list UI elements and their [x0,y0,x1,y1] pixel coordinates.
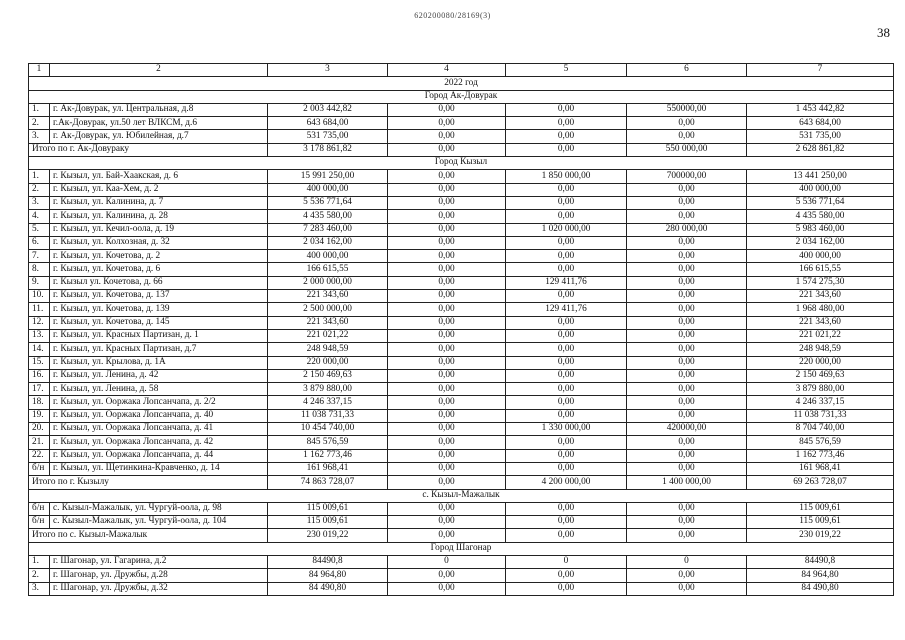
total-value: 69 263 728,07 [747,476,894,489]
table-row [29,502,894,515]
row-number: 5. [29,223,50,236]
amount-cell: 0,00 [388,582,506,595]
amount-cell: 0,00 [388,449,506,462]
amount-cell: 0,00 [506,409,627,422]
amount-cell: 0,00 [388,183,506,196]
amount-cell: 2 150 469,63 [747,369,894,382]
amount-cell: 115 009,61 [747,502,894,515]
table-row [29,423,894,436]
table-row [29,117,894,130]
section-heading-row [29,77,894,90]
row-number: 13. [29,329,50,342]
row-number: 2. [29,117,50,130]
column-header: 7 [747,64,894,77]
table-row [29,356,894,369]
total-value: 230 019,22 [747,529,894,542]
table-row [29,555,894,568]
amount-cell: 0,00 [388,462,506,475]
address-cell: г. Кызыл, ул. Каа-Хем, д. 2 [50,183,268,196]
amount-cell: 0,00 [627,516,747,529]
amount-cell: 0,00 [388,276,506,289]
amount-cell: 0,00 [506,183,627,196]
total-value: 0,00 [388,529,506,542]
amount-cell: 0,00 [506,356,627,369]
row-number: 3. [29,582,50,595]
amount-cell: 0 [627,555,747,568]
amount-cell: 248 948,59 [747,343,894,356]
amount-cell: 0,00 [388,316,506,329]
table-row [29,383,894,396]
table-row [29,316,894,329]
row-number: 19. [29,409,50,422]
row-number: б/н [29,516,50,529]
amount-cell: 0,00 [627,462,747,475]
amount-cell: 0,00 [627,263,747,276]
amount-cell: 0,00 [388,236,506,249]
table-row [29,183,894,196]
amount-cell: 0,00 [506,369,627,382]
amount-cell: 550000,00 [627,103,747,116]
amount-cell: 221 343,60 [268,316,388,329]
amount-cell: 0,00 [627,329,747,342]
amount-cell: 0,00 [627,183,747,196]
section-heading: Город Ак-Довурак [29,90,894,103]
amount-cell: 4 435 580,00 [268,210,388,223]
amount-cell: 221 021,22 [268,329,388,342]
total-label: Итого по с. Кызыл-Мажалык [29,529,268,542]
amount-cell: 0,00 [506,250,627,263]
amount-cell: 531 735,00 [268,130,388,143]
amount-cell: 4 246 337,15 [268,396,388,409]
amount-cell: 2 034 162,00 [747,236,894,249]
amount-cell: 115 009,61 [747,516,894,529]
table-row [29,263,894,276]
row-number: 14. [29,343,50,356]
row-number: 7. [29,250,50,263]
amount-cell: 0,00 [627,303,747,316]
amount-cell: 8 704 740,00 [747,423,894,436]
amount-cell: 0,00 [506,396,627,409]
amount-cell: 2 150 469,63 [268,369,388,382]
amount-cell: 0,00 [388,303,506,316]
amount-cell: 0,00 [627,196,747,209]
address-cell: г. Кызыл, ул. Ооржака Лопсанчапа, д. 41 [50,423,268,436]
amount-cell: 5 536 771,64 [268,196,388,209]
amount-cell: 0,00 [627,210,747,223]
total-value: 74 863 728,07 [268,476,388,489]
total-value: 0,00 [627,529,747,542]
row-number: 4. [29,210,50,223]
amount-cell: 0,00 [506,436,627,449]
address-cell: г. Кызыл, ул. Кочетова, д. 2 [50,250,268,263]
table-row [29,449,894,462]
amount-cell: 0,00 [388,263,506,276]
address-cell: г. Кызыл, ул. Кочетова, д. 6 [50,263,268,276]
section-heading-row [29,489,894,502]
column-header: 1 [29,64,50,77]
amount-cell: 4 246 337,15 [747,396,894,409]
amount-cell: 700000,00 [627,170,747,183]
table-row [29,369,894,382]
total-label: Итого по г. Кызылу [29,476,268,489]
amount-cell: 0,00 [506,130,627,143]
amount-cell: 0,00 [388,409,506,422]
amount-cell: 3 879 880,00 [268,383,388,396]
table-row [29,103,894,116]
total-row [29,529,894,542]
address-cell: г. Кызыл, ул. Ооржака Лопсанчапа, д. 40 [50,409,268,422]
table-row [29,170,894,183]
amount-cell: 1 453 442,82 [747,103,894,116]
amount-cell: 0,00 [388,103,506,116]
amount-cell: 166 615,55 [268,263,388,276]
page-number: 38 [877,25,890,40]
total-value: 230 019,22 [268,529,388,542]
amount-cell: 0,00 [627,409,747,422]
row-number: 1. [29,103,50,116]
row-number: 17. [29,383,50,396]
column-header: 2 [50,64,268,77]
amount-cell: 10 454 740,00 [268,423,388,436]
column-header: 5 [506,64,627,77]
amount-cell: 0,00 [506,569,627,582]
amount-cell: 0,00 [388,423,506,436]
table-row [29,582,894,595]
amount-cell: 0,00 [388,369,506,382]
table-row [29,223,894,236]
amount-cell: 161 968,41 [747,462,894,475]
address-cell: г. Кызыл ул. Кочетова, д. 66 [50,276,268,289]
section-heading: Город Кызыл [29,157,894,170]
amount-cell: 0,00 [627,117,747,130]
amount-cell: 5 536 771,64 [747,196,894,209]
amount-cell: 0,00 [627,356,747,369]
amount-cell: 0,00 [627,316,747,329]
address-cell: г. Кызыл, ул. Кечил-оола, д. 19 [50,223,268,236]
address-cell: г. Кызыл, ул. Калинина, д. 7 [50,196,268,209]
table-row [29,303,894,316]
address-cell: г. Шагонар, ул. Дружбы, д.28 [50,569,268,582]
amount-cell: 84 490,80 [747,582,894,595]
section-heading-row [29,157,894,170]
amount-cell: 0 [388,555,506,568]
amount-cell: 0,00 [627,236,747,249]
column-header: 3 [268,64,388,77]
amount-cell: 0,00 [627,436,747,449]
amount-cell: 1 162 773,46 [747,449,894,462]
amount-cell: 0,00 [627,250,747,263]
amount-cell: 0,00 [627,449,747,462]
amount-cell: 7 283 460,00 [268,223,388,236]
amount-cell: 0,00 [506,329,627,342]
row-number: 22. [29,449,50,462]
address-cell: г. Кызыл, ул. Калинина, д. 28 [50,210,268,223]
amount-cell: 13 441 250,00 [747,170,894,183]
amount-cell: 129 411,76 [506,276,627,289]
amount-cell: 221 343,60 [747,316,894,329]
amount-cell: 0,00 [506,516,627,529]
amount-cell: 3 879 880,00 [747,383,894,396]
row-number: 3. [29,130,50,143]
amount-cell: 0,00 [388,383,506,396]
document-stamp: 620200080/28169(3) [414,11,491,20]
amount-cell: 1 968 480,00 [747,303,894,316]
amount-cell: 420000,00 [627,423,747,436]
amount-cell: 0,00 [388,250,506,263]
amount-cell: 0,00 [388,343,506,356]
row-number: 18. [29,396,50,409]
section-heading: Город Шагонар [29,542,894,555]
amount-cell: 1 330 000,00 [506,423,627,436]
address-cell: г. Кызыл, ул. Ооржака Лопсанчапа, д. 2/2 [50,396,268,409]
address-cell: с. Кызыл-Мажалык, ул. Чургуй-оола, д. 104 [50,516,268,529]
row-number: 20. [29,423,50,436]
row-number: 1. [29,170,50,183]
amount-cell: 2 500 000,00 [268,303,388,316]
column-header: 4 [388,64,506,77]
address-cell: г. Кызыл, ул. Ленина, д. 42 [50,369,268,382]
amount-cell: 0,00 [506,343,627,356]
address-cell: г.Ак-Довурак, ул.50 лет ВЛКСМ, д.6 [50,117,268,130]
amount-cell: 0,00 [388,569,506,582]
amount-cell: 0,00 [506,383,627,396]
amount-cell: 1 574 275,30 [747,276,894,289]
amount-cell: 11 038 731,33 [747,409,894,422]
address-cell: с. Кызыл-Мажалык, ул. Чургуй-оола, д. 98 [50,502,268,515]
amount-cell: 221 343,60 [747,290,894,303]
row-number: 21. [29,436,50,449]
amount-cell: 845 576,59 [268,436,388,449]
address-cell: г. Шагонар, ул. Дружбы, д.32 [50,582,268,595]
amount-cell: 0,00 [388,436,506,449]
amount-cell: 400 000,00 [747,250,894,263]
amount-cell: 221 021,22 [747,329,894,342]
address-cell: г. Кызыл, ул. Красных Партизан, д.7 [50,343,268,356]
row-number: б/н [29,502,50,515]
amount-cell: 280 000,00 [627,223,747,236]
total-value: 0,00 [506,529,627,542]
row-number: 8. [29,263,50,276]
amount-cell: 1 850 000,00 [506,170,627,183]
row-number: 12. [29,316,50,329]
total-value: 0,00 [388,143,506,156]
column-header-row [29,64,894,77]
amount-cell: 0,00 [388,502,506,515]
amount-cell: 400 000,00 [268,183,388,196]
row-number: 10. [29,290,50,303]
amount-cell: 0,00 [506,290,627,303]
amount-cell: 84490,8 [268,555,388,568]
amount-cell: 643 684,00 [747,117,894,130]
table-row [29,196,894,209]
address-cell: г. Кызыл, ул. Кочетова, д. 139 [50,303,268,316]
amount-cell: 0,00 [388,396,506,409]
amount-cell: 166 615,55 [747,263,894,276]
total-row [29,143,894,156]
address-cell: г. Кызыл, ул. Ленина, д. 58 [50,383,268,396]
amount-cell: 0,00 [627,369,747,382]
row-number: 9. [29,276,50,289]
row-number: 6. [29,236,50,249]
address-cell: г. Шагонар, ул. Гагарина, д.2 [50,555,268,568]
table-row [29,462,894,475]
amount-cell: 0,00 [506,103,627,116]
amount-cell: 2 003 442,82 [268,103,388,116]
amount-cell: 11 038 731,33 [268,409,388,422]
table-row [29,409,894,422]
amount-cell: 2 000 000,00 [268,276,388,289]
amount-cell: 0,00 [627,343,747,356]
amount-cell: 0,00 [627,383,747,396]
amount-cell: 161 968,41 [268,462,388,475]
amount-cell: 0,00 [388,130,506,143]
amount-cell: 0,00 [506,502,627,515]
amount-cell: 0,00 [506,236,627,249]
row-number: 3. [29,196,50,209]
row-number: 1. [29,555,50,568]
section-heading: 2022 год [29,77,894,90]
amount-cell: 0,00 [388,170,506,183]
row-number: 2. [29,183,50,196]
amount-cell: 2 034 162,00 [268,236,388,249]
row-number: б/н [29,462,50,475]
table-row [29,290,894,303]
amount-cell: 1 162 773,46 [268,449,388,462]
total-value: 4 200 000,00 [506,476,627,489]
amount-cell: 0,00 [506,117,627,130]
amount-cell: 0,00 [388,196,506,209]
amount-cell: 0,00 [627,502,747,515]
total-value: 2 628 861,82 [747,143,894,156]
address-cell: г. Кызыл, ул. Ооржака Лопсанчапа, д. 42 [50,436,268,449]
amount-cell: 1 020 000,00 [506,223,627,236]
address-cell: г. Кызыл, ул. Красных Партизан, д. 1 [50,329,268,342]
amount-cell: 0,00 [627,130,747,143]
amount-cell: 0,00 [506,462,627,475]
amount-cell: 845 576,59 [747,436,894,449]
amount-cell: 0,00 [388,290,506,303]
total-value: 0,00 [388,476,506,489]
address-cell: г. Кызыл, ул. Колхозная, д. 32 [50,236,268,249]
amount-cell: 4 435 580,00 [747,210,894,223]
section-heading: с. Кызыл-Мажалык [29,489,894,502]
section-heading-row [29,542,894,555]
table-row [29,396,894,409]
total-value: 550 000,00 [627,143,747,156]
table-row [29,329,894,342]
amount-cell: 0,00 [506,263,627,276]
total-value: 1 400 000,00 [627,476,747,489]
amount-cell: 643 684,00 [268,117,388,130]
amount-cell: 0,00 [506,449,627,462]
table-row [29,250,894,263]
amount-cell: 84 964,80 [268,569,388,582]
address-cell: г. Кызыл, ул. Кочетова, д. 145 [50,316,268,329]
address-cell: г. Кызыл, ул. Ооржака Лопсанчапа, д. 44 [50,449,268,462]
address-cell: г. Кызыл, ул. Кочетова, д. 137 [50,290,268,303]
amount-cell: 0,00 [388,329,506,342]
amount-cell: 0,00 [388,516,506,529]
amount-cell: 15 991 250,00 [268,170,388,183]
address-cell: г. Кызыл, ул. Крылова, д. 1А [50,356,268,369]
total-value: 3 178 861,82 [268,143,388,156]
amount-cell: 0,00 [627,290,747,303]
amount-cell: 84490,8 [747,555,894,568]
table-row [29,436,894,449]
amount-cell: 0,00 [388,117,506,130]
address-cell: г. Кызыл, ул. Щетинкина-Кравченко, д. 14 [50,462,268,475]
table-row [29,516,894,529]
data-table [28,63,894,596]
table-row [29,210,894,223]
total-row [29,476,894,489]
amount-cell: 400 000,00 [268,250,388,263]
total-label: Итого по г. Ак-Довураку [29,143,268,156]
row-number: 15. [29,356,50,369]
amount-cell: 0,00 [506,196,627,209]
table-row [29,130,894,143]
address-cell: г. Ак-Довурак, ул. Юбилейная, д.7 [50,130,268,143]
column-header: 6 [627,64,747,77]
address-cell: г. Кызыл, ул. Бай-Хаакская, д. 6 [50,170,268,183]
row-number: 2. [29,569,50,582]
amount-cell: 0,00 [506,316,627,329]
amount-cell: 0,00 [627,396,747,409]
amount-cell: 5 983 460,00 [747,223,894,236]
amount-cell: 0,00 [506,210,627,223]
row-number: 16. [29,369,50,382]
amount-cell: 115 009,61 [268,502,388,515]
amount-cell: 115 009,61 [268,516,388,529]
section-heading-row [29,90,894,103]
table-row [29,569,894,582]
amount-cell: 84 964,80 [747,569,894,582]
amount-cell: 531 735,00 [747,130,894,143]
row-number: 11. [29,303,50,316]
amount-cell: 248 948,59 [268,343,388,356]
amount-cell: 0,00 [506,582,627,595]
amount-cell: 221 343,60 [268,290,388,303]
amount-cell: 220 000,00 [747,356,894,369]
table-row [29,343,894,356]
amount-cell: 0,00 [388,223,506,236]
amount-cell: 129 411,76 [506,303,627,316]
total-value: 0,00 [506,143,627,156]
table-row [29,276,894,289]
amount-cell: 0,00 [388,210,506,223]
amount-cell: 220 000,00 [268,356,388,369]
amount-cell: 400 000,00 [747,183,894,196]
address-cell: г. Ак-Довурак, ул. Центральная, д.8 [50,103,268,116]
amount-cell: 0,00 [627,569,747,582]
table-row [29,236,894,249]
amount-cell: 0,00 [627,276,747,289]
amount-cell: 0,00 [627,582,747,595]
amount-cell: 84 490,80 [268,582,388,595]
amount-cell: 0,00 [388,356,506,369]
amount-cell: 0 [506,555,627,568]
